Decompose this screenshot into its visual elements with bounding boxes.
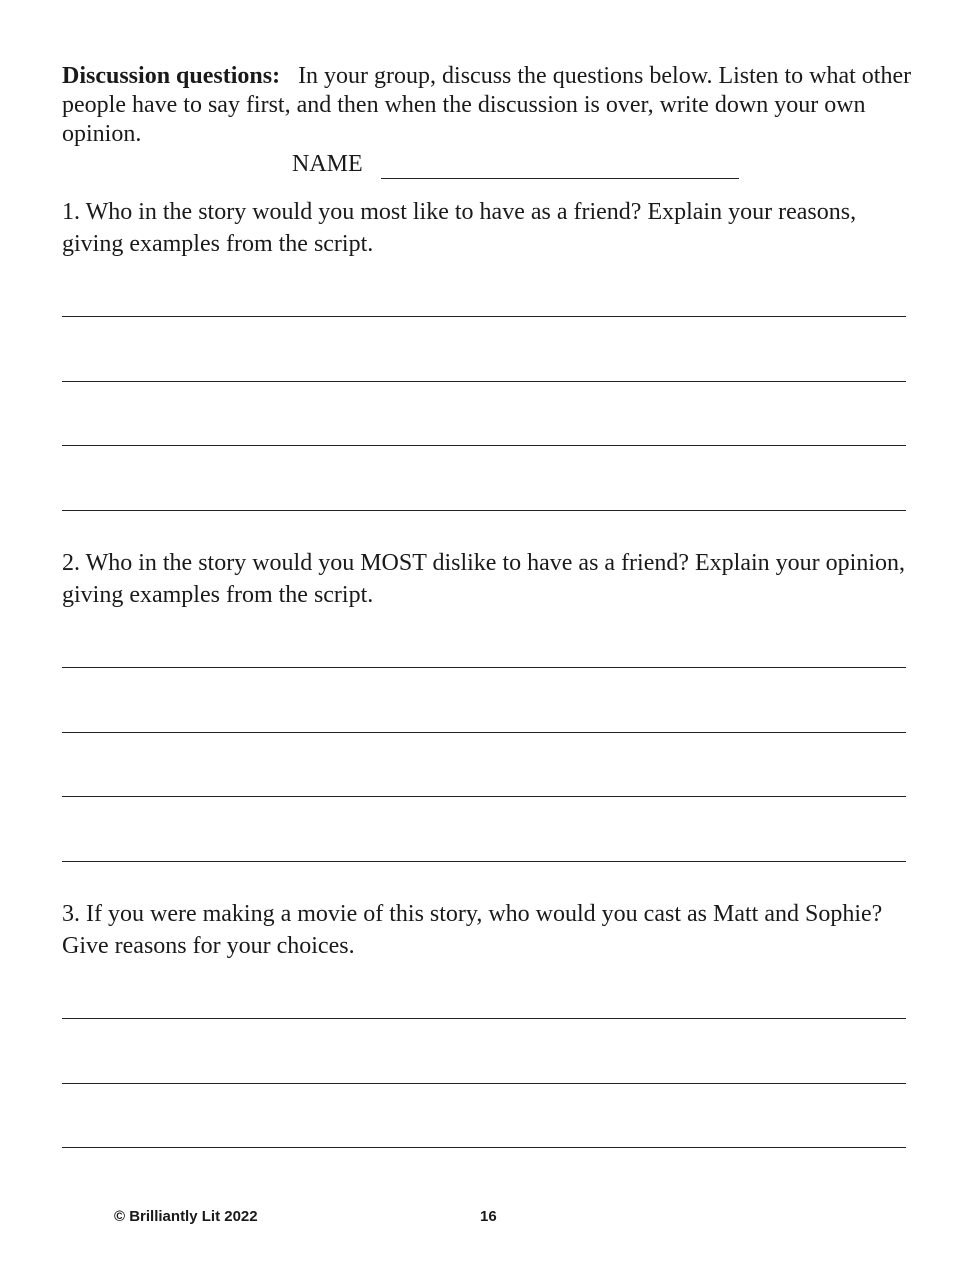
question-1: 1. Who in the story would you most like to have as a friend? Explain your reasons, giving examples from the script. xyxy=(62,199,857,257)
name-label: NAME xyxy=(292,151,363,177)
answer-line-q1-3[interactable] xyxy=(62,445,906,446)
answer-line-q2-2[interactable] xyxy=(62,732,906,733)
question-3: 3. If you were making a movie of this story, who would you cast as Matt and Sophie? Give reasons for your choices. xyxy=(62,901,883,959)
answer-line-q1-4[interactable] xyxy=(62,510,906,511)
name-write-line[interactable] xyxy=(381,156,739,179)
answer-line-q1-2[interactable] xyxy=(62,381,906,382)
name-field-row xyxy=(292,150,739,179)
answer-line-q3-2[interactable] xyxy=(62,1083,906,1084)
page-number: 16 xyxy=(480,1208,497,1225)
answer-line-q2-4[interactable] xyxy=(62,861,906,862)
instructions-paragraph xyxy=(62,62,922,149)
instructions-heading: Discussion questions: xyxy=(62,63,281,89)
instructions-text: In your group, discuss the questions below. Listen to what other people have to say first, and then when the discussion is over, write down your own opinion. xyxy=(62,63,912,147)
answer-line-q2-1[interactable] xyxy=(62,667,906,668)
question-2: 2. Who in the story would you MOST dislike to have as a friend? Explain your opinion, giving examples from the script. xyxy=(62,550,905,608)
answer-line-q2-3[interactable] xyxy=(62,796,906,797)
answer-line-q1-1[interactable] xyxy=(62,316,906,317)
answer-line-q3-1[interactable] xyxy=(62,1018,906,1019)
answer-line-q3-3[interactable] xyxy=(62,1147,906,1148)
copyright-notice: © Brilliantly Lit 2022 xyxy=(114,1208,258,1225)
